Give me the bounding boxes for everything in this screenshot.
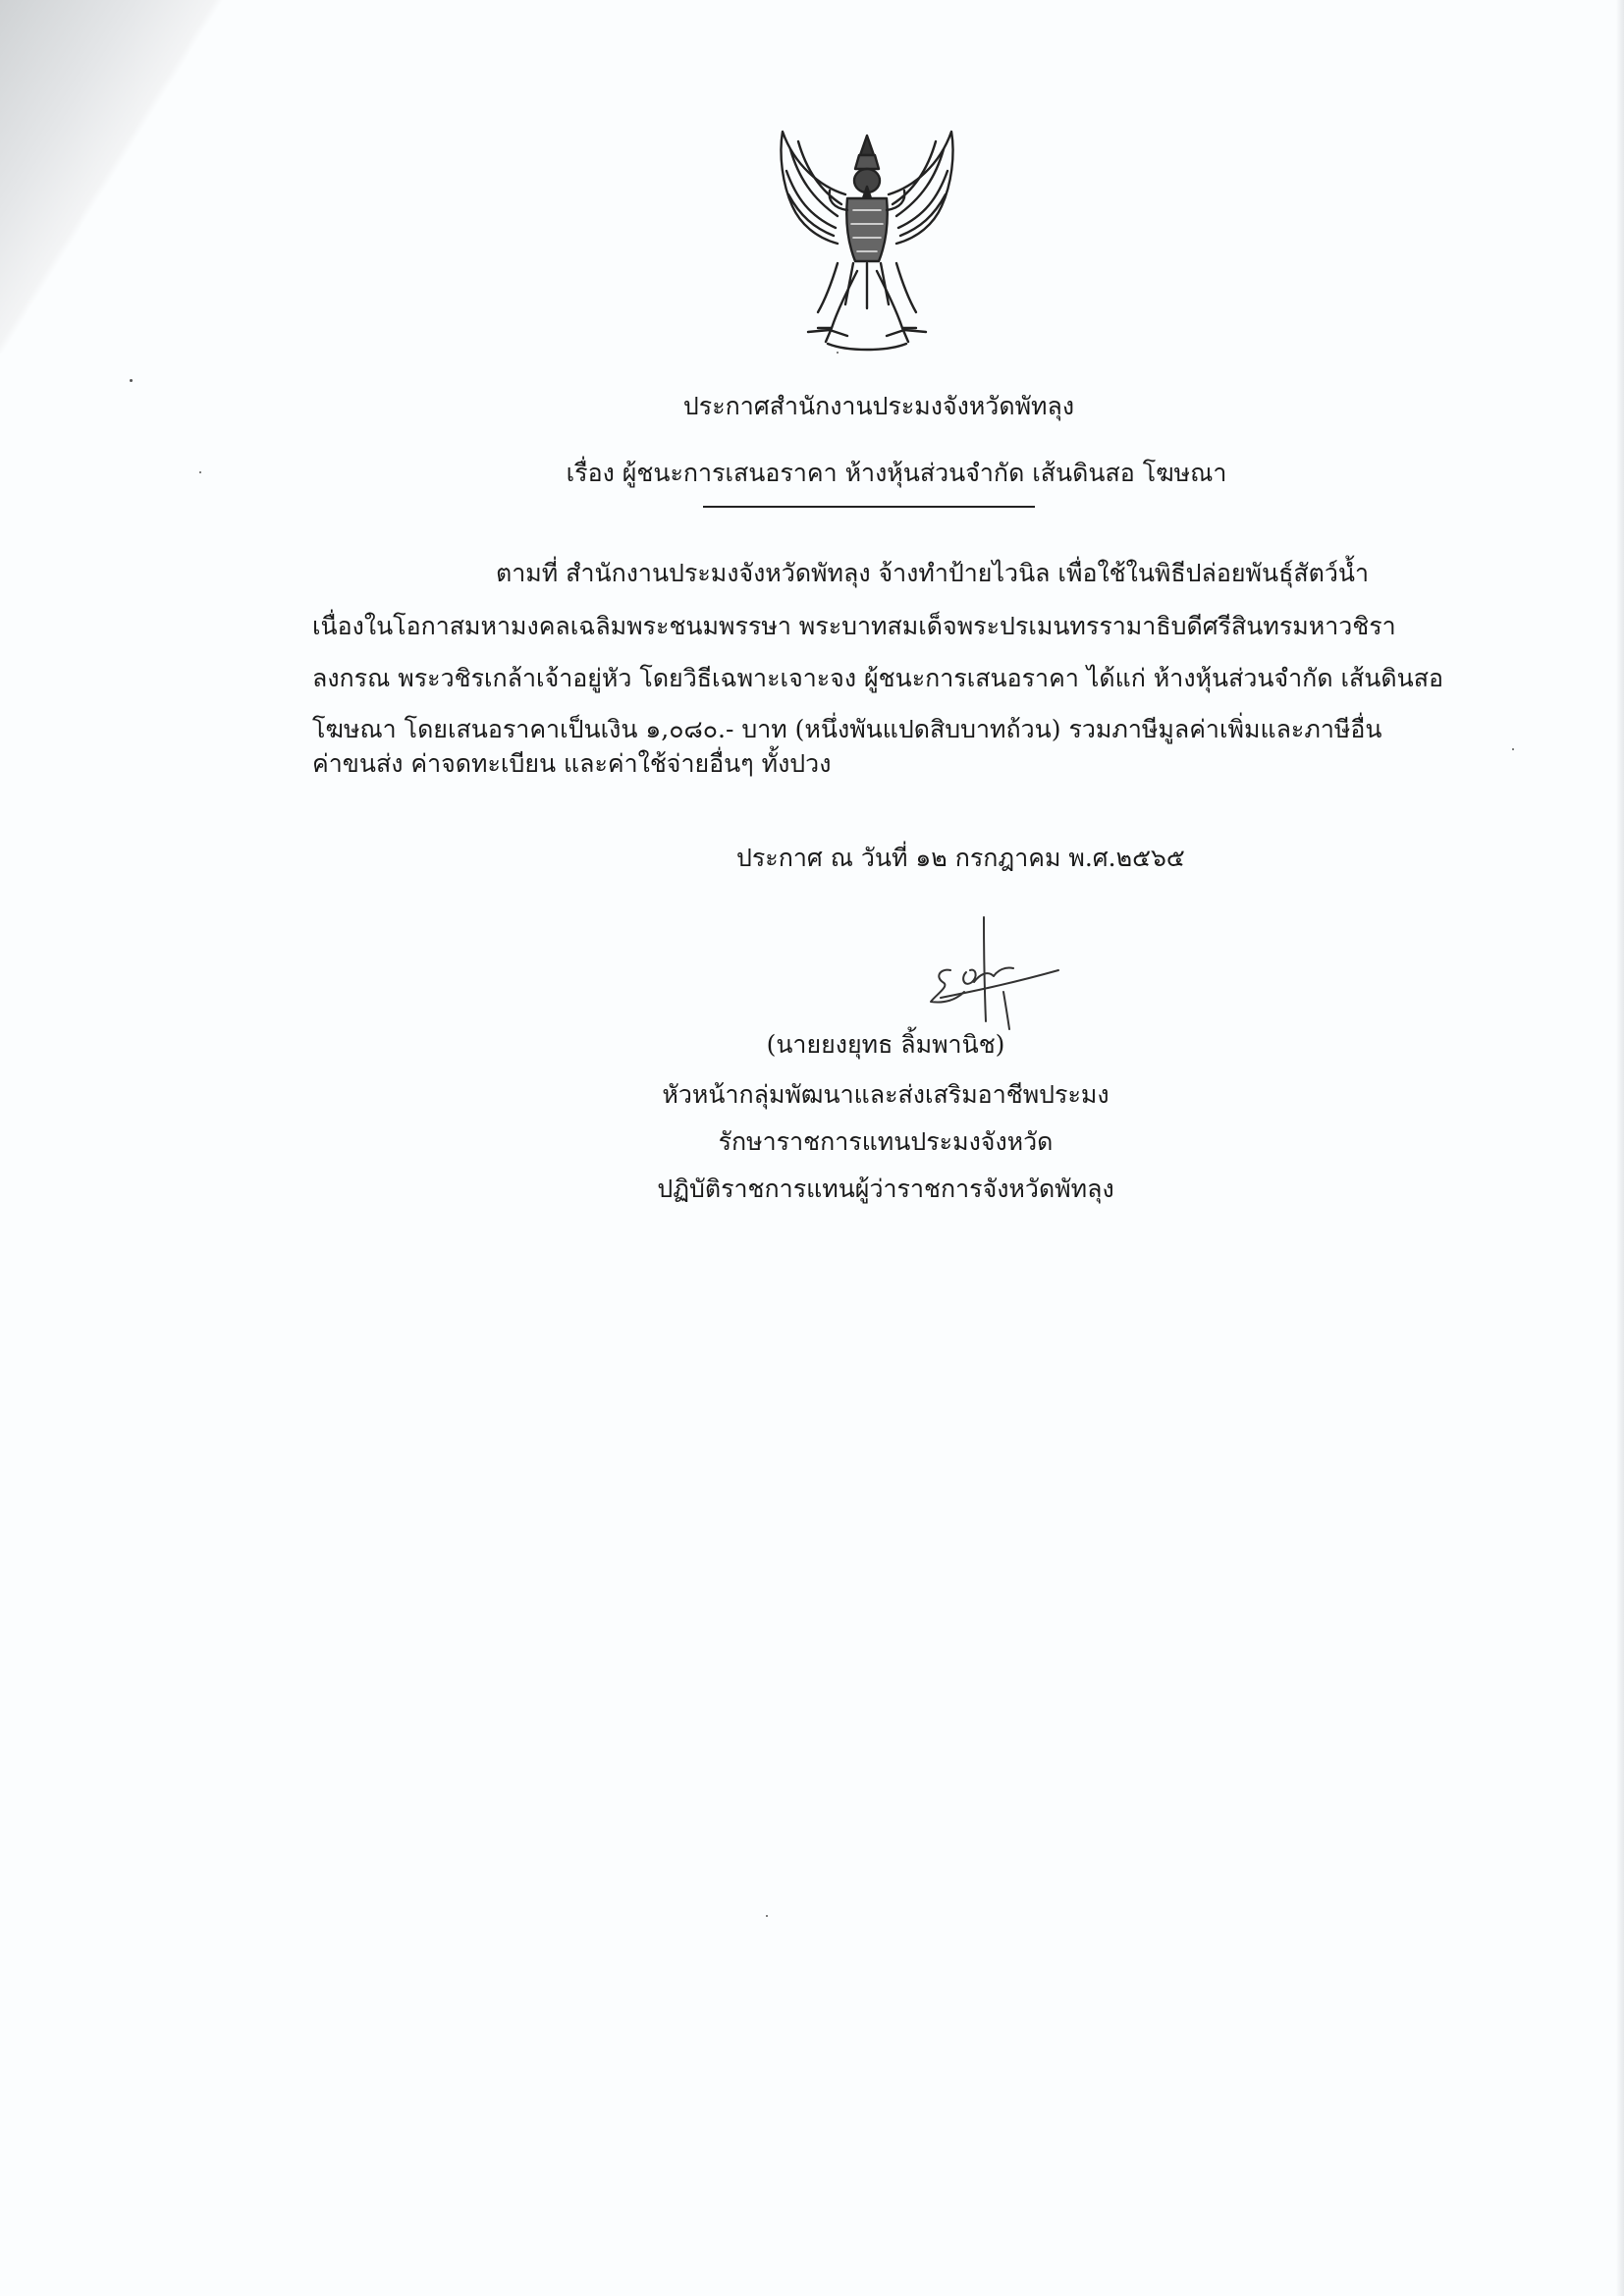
body-line-4: โฆษณา โดยเสนอราคาเป็นเงิน ๑,๐๘๐.- บาท (หนึ่งพันแปดสิบบาทถ้วน) รวมภาษีมูลค่าเพิ่มและภาษีอื่น [312,715,1382,743]
signer-title-1: หัวหน้ากลุ่มพัฒนาและส่งเสริมอาชีพประมง [662,1080,1110,1109]
title-underline [703,506,1035,508]
body-line-5: ค่าขนส่ง ค่าจดทะเบียน และค่าใช้จ่ายอื่นๆ ทั้งปวง [312,749,832,778]
signer-title-2: รักษาราชการแทนประมงจังหวัด [718,1127,1054,1156]
folded-corner-shadow [0,0,226,354]
garuda-emblem-icon [769,126,965,354]
document-subject: เรื่อง ผู้ชนะการเสนอราคา ห้างหุ้นส่วนจำกัด เส้นดินสอ โฆษณา [566,459,1227,487]
signer-name: (นายยงยุทธ ลิ้มพานิช) [766,1030,1005,1059]
handwritten-signature-icon [911,913,1068,1033]
announcement-date: ประกาศ ณ วันที่ ๑๒ กรกฎาคม พ.ศ.๒๕๖๕ [736,844,1185,872]
scan-speck [130,379,133,382]
scan-speck [1512,748,1514,750]
body-line-1: ตามที่ สำนักงานประมงจังหวัดพัทลุง จ้างทำป้ายไวนิล เพื่อใช้ในพิธีปล่อยพันธุ์สัตว์น้ำ [496,559,1370,587]
scan-speck [766,1915,768,1917]
signer-title-3: ปฏิบัติราชการแทนผู้ว่าราชการจังหวัดพัทลุง [657,1175,1114,1203]
body-line-2: เนื่องในโอกาสมหามงคลเฉลิมพระชนมพรรษา พระบาทสมเด็จพระปรเมนทรรามาธิบดีศรีสินทรมหาวชิรา [312,612,1396,640]
document-title: ประกาศสำนักงานประมงจังหวัดพัทลุง [682,392,1075,420]
body-line-3: ลงกรณ พระวชิรเกล้าเจ้าอยู่หัว โดยวิธีเฉพาะเจาะจง ผู้ชนะการเสนอราคา ได้แก่ ห้างหุ้นส่วนจำกัด เส้นดินสอ [312,664,1443,692]
